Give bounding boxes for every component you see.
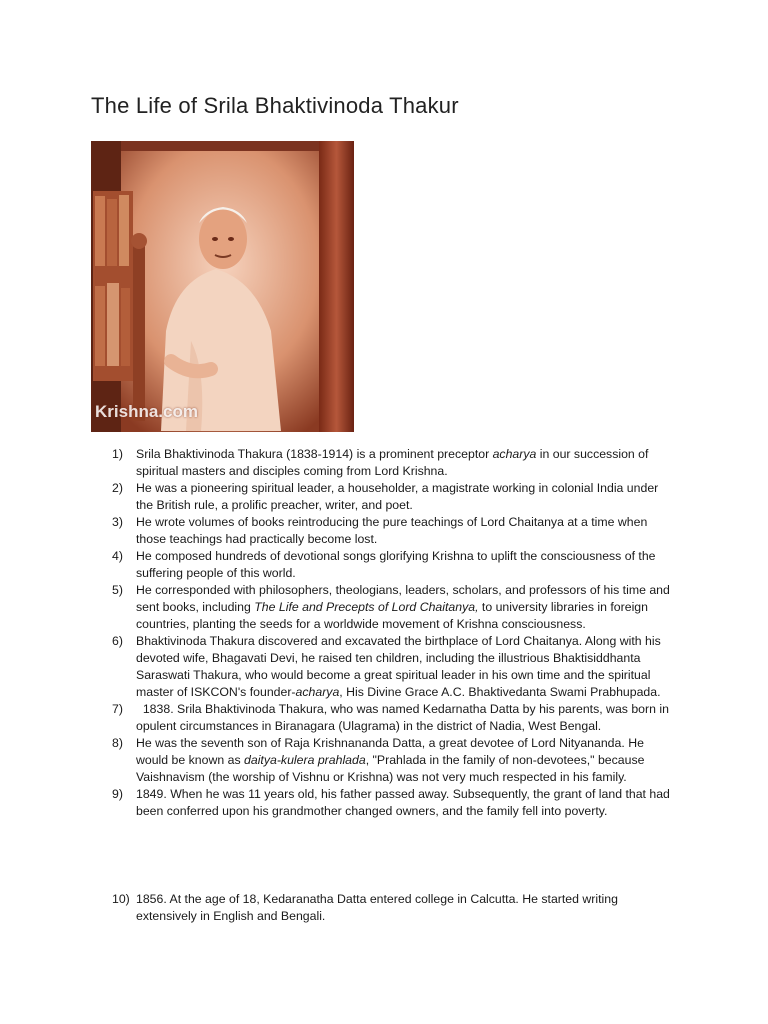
list-item-text: He wrote volumes of books reintroducing the pure teachings of Lord Chaitanya at a time when those teachings had practically become lost. [136, 515, 648, 546]
list-item-text [136, 447, 648, 478]
list-item-number: 7) [112, 702, 123, 716]
list-item-number: 8) [112, 736, 123, 750]
list-item [112, 514, 672, 548]
italic-text: daitya-kulera prahlada [244, 753, 366, 767]
photo-watermark: Krishna.com [95, 402, 198, 421]
list-item-number: 3) [112, 515, 123, 529]
italic-text: The Life and Precepts of Lord Chaitanya, [254, 600, 479, 614]
list-item [112, 446, 672, 480]
text-run: Srila Bhaktivinoda Thakura (1838-1914) is a prominent preceptor [136, 447, 493, 461]
list-item-number: 1) [112, 447, 123, 461]
list-item-text [136, 634, 661, 699]
portrait-photo [91, 141, 354, 432]
list-item-text: 1856. At the age of 18, Kedaranatha Datta entered college in Calcutta. He started writing extensively in English and Bengali. [136, 892, 618, 923]
list-item-number: 10) [112, 892, 130, 906]
text-run: , His Divine Grace A.C. Bhaktivedanta Swami Prabhupada. [339, 685, 661, 699]
list-item-number: 2) [112, 481, 123, 495]
list-item-number: 6) [112, 634, 123, 648]
italic-text: acharya [492, 447, 537, 461]
list-item-text [136, 736, 644, 784]
list-item [112, 701, 672, 735]
list-item-number: 4) [112, 549, 123, 563]
list-item [112, 582, 672, 633]
text-run: He was the seventh son of Raja Krishnananda Datta, a great devotee of Lord Nityananda. He would be known as [136, 736, 644, 767]
text-run: to university libraries in foreign countries, planting the seeds for a worldwide movement of Krishna consciousness. [136, 600, 648, 631]
list-item [112, 786, 672, 820]
text-run: , "Prahlada in the family of non-devotees," because Vaishnavism (the worship of Vishnu or Krishna) was not very much respected in his family. [136, 753, 645, 784]
list-item [112, 548, 672, 582]
list-item-number: 9) [112, 787, 123, 801]
list-item [112, 891, 672, 925]
text-run: He corresponded with philosophers, theologians, leaders, scholars, and professors of his time and sent books, including [136, 583, 670, 614]
text-run: in our succession of spiritual masters and disciples coming from Lord Krishna. [136, 447, 649, 478]
italic-text: acharya [295, 685, 340, 699]
list-item-number: 5) [112, 583, 123, 597]
page-title: The Life of Srila Bhaktivinoda Thakur [91, 93, 459, 118]
list-item-text: He was a pioneering spiritual leader, a householder, a magistrate working in colonial India under the British rule, a prolific preacher, writer, and poet. [136, 481, 659, 512]
list-item-text: 1849. When he was 11 years old, his father passed away. Subsequently, the grant of land that had been conferred upon his grandmother changed owners, and the family fell into poverty. [136, 787, 670, 818]
facts-list [112, 446, 672, 925]
list-item-text [136, 583, 670, 631]
list-item [112, 735, 672, 786]
list-item-text: He composed hundreds of devotional songs glorifying Krishna to uplift the consciousness of the suffering people of this world. [136, 549, 656, 580]
list-item [112, 633, 672, 701]
list-item [112, 480, 672, 514]
list-item-text: 1838. Srila Bhaktivinoda Thakura, who was named Kedarnatha Datta by his parents, was born in opulent circumstances in Biranagara (Ulagrama) in the district of Nadia, West Bengal. [136, 702, 669, 733]
text-run: Bhaktivinoda Thakura discovered and excavated the birthplace of Lord Chaitanya. Along with his devoted wife, Bhagavati Devi, he raised ten children, including the illustrious Bhaktisiddhanta Saraswati Thakura, who would become a great spiritual leader in his own time and the spiritual master of ISKCON's founder- [136, 634, 661, 699]
